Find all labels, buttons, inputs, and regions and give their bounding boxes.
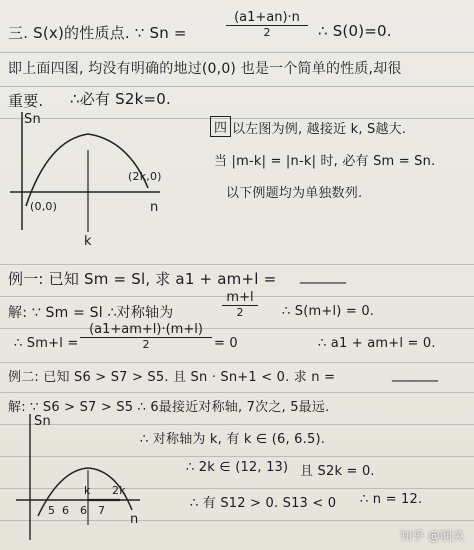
example1-step2-eq: = 0 — [214, 336, 238, 351]
graph1-origin-label: (0,0) — [30, 200, 58, 213]
section3-line3-lead: 重要. — [8, 92, 44, 110]
graph1-y-label: Sn — [24, 112, 41, 127]
example1-step1: 解: ∵ Sm = Sl ∴对称轴为 — [8, 305, 174, 321]
example2-step2: ∴ 对称轴为 k, 有 k ∈ (6, 6.5). — [140, 432, 326, 447]
axis-numerator: m+l — [222, 290, 258, 306]
graph2-x-label: n — [130, 512, 139, 527]
note-line3: 以下例题均为单独数列. — [226, 186, 363, 201]
graph2-y-label: Sn — [34, 414, 51, 429]
note-line2: 当 |m-k| = |n-k| 时, 必有 Sm = Sn. — [214, 154, 436, 169]
graph1-x-label: n — [150, 200, 159, 215]
fraction-denominator: 2 — [263, 26, 271, 39]
graph2-tick: 5 — [48, 504, 56, 517]
example1-question: 例一: 已知 Sm = Sl, 求 a1 + am+l = — [8, 270, 277, 288]
example1-blank: ______ — [300, 266, 347, 284]
section3-line2: 即上面四图, 均没有明确的地过(0,0) 也是一个简单的性质,却很 — [8, 61, 402, 77]
example2-question: 例二: 已知 S6 > S7 > S5. 且 Sn · Sn+1 < 0. 求 n = — [8, 370, 336, 385]
sum-numerator: (a1+am+l)·(m+l) — [80, 322, 212, 338]
graph2-k-label: k — [84, 484, 91, 497]
sum-denominator: 2 — [142, 338, 150, 351]
graph1-k-label: k — [84, 234, 92, 249]
example2-step4-lead: ∴ 有 S12 > 0. S13 < 0 — [190, 496, 337, 511]
example1-result: ∴ a1 + am+l = 0. — [318, 336, 436, 351]
example2-step3-lead: ∴ 2k ∈ (12, 13) — [186, 460, 289, 475]
section3-line1-lead: 三. S(x)的性质点. ∵ Sn = — [8, 24, 187, 42]
axis-denominator: 2 — [236, 306, 244, 319]
graph2-2k-label: 2k — [112, 484, 126, 497]
section3-line3-tail: ∴必有 S2k=0. — [70, 90, 171, 108]
example2-blank: ______ — [392, 364, 439, 382]
example2-step1: 解: ∵ S6 > S7 > S5 ∴ 6最接近对称轴, 7次之, 5最远. — [8, 400, 330, 415]
graph2-tick: 7 — [98, 504, 106, 517]
graph2-tick: 6 — [62, 504, 70, 517]
section3-line1-tail: ∴ S(0)=0. — [318, 22, 392, 40]
graph2-tick: 6 — [80, 504, 88, 517]
fraction-numerator: (a1+an)·n — [226, 10, 308, 26]
graph1-root-label: (2k,0) — [128, 170, 162, 183]
example1-step1-tail: ∴ S(m+l) = 0. — [282, 304, 375, 319]
example2-step3-tail: 且 S2k = 0. — [300, 464, 375, 479]
example1-step2-lead: ∴ Sm+l = — [14, 336, 79, 351]
example2-answer: ∴ n = 12. — [360, 492, 423, 507]
watermark: 知乎 @啊关 — [400, 529, 464, 543]
note-line1: 以左图为例, 越接近 k, S越大. — [232, 122, 407, 137]
note-box: 四 — [210, 116, 231, 137]
